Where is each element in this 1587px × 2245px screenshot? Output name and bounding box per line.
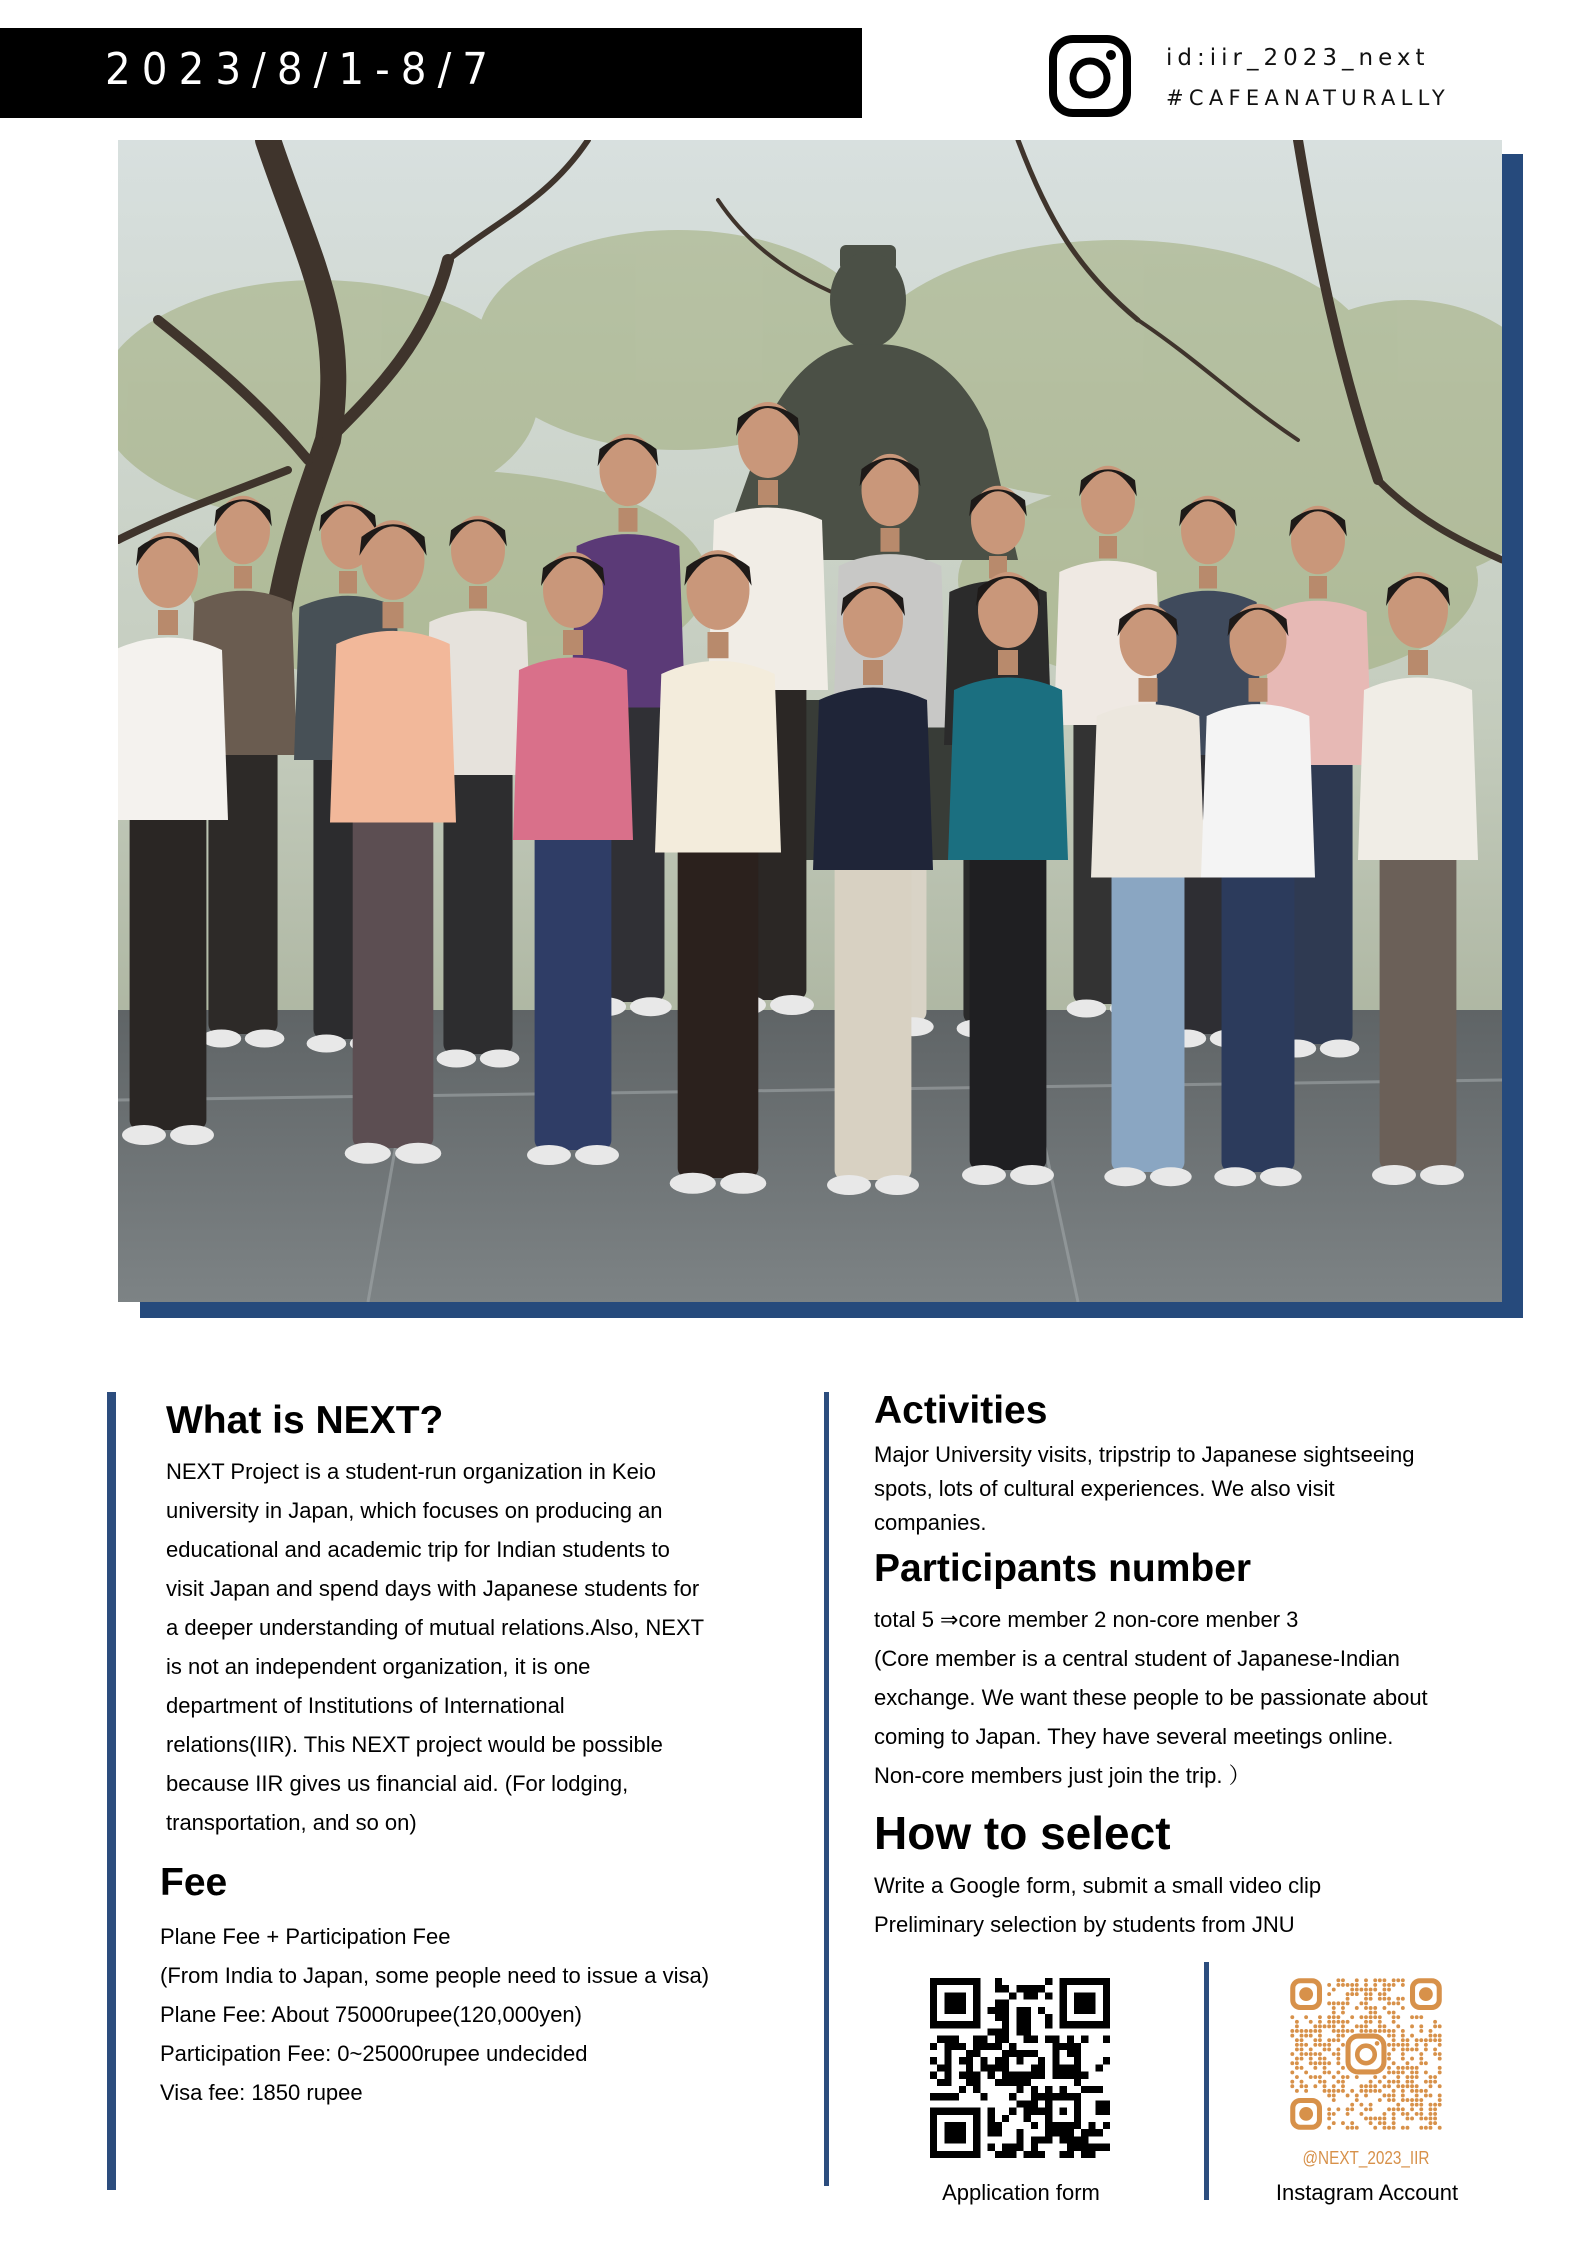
text-line: companies. <box>874 1510 987 1535</box>
participants-heading: Participants number <box>874 1547 1252 1590</box>
text-line: (From India to Japan, some people need to issue a visa) <box>160 1963 710 1988</box>
participants-text <box>874 1600 1428 1795</box>
fee-heading: Fee <box>160 1861 228 1904</box>
text-line: exchange. We want these people to be passionate about <box>874 1685 1428 1710</box>
text-line: Participation Fee: 0~25000rupee undecided <box>160 2041 588 2066</box>
how-to-select-heading: How to select <box>874 1807 1171 1859</box>
application-form-label: Application form <box>942 2180 1100 2205</box>
fee-text <box>160 1917 709 2112</box>
group-photo <box>118 140 1502 1302</box>
text-line: total 5 ⇒core member 2 non-core menber 3 <box>874 1607 1299 1632</box>
qr-divider <box>1204 1962 1209 2200</box>
instagram-qr-code[interactable] <box>1290 1978 1442 2130</box>
text-line: Visa fee: 1850 rupee <box>160 2080 363 2105</box>
section-divider-left <box>107 1392 116 2190</box>
text-line: educational and academic trip for Indian students to <box>166 1537 670 1562</box>
text-line: Non-core members just join the trip. ） <box>874 1763 1251 1788</box>
text-line: a deeper understanding of mutual relations.Also, NEXT <box>166 1615 705 1640</box>
text-line: because IIR gives us financial aid. (For lodging, <box>166 1771 629 1796</box>
date-range: 2023/8/1-8/7 <box>105 44 500 95</box>
text-line: is not an independent organization, it is one <box>166 1654 591 1679</box>
how-to-select-text <box>874 1866 1321 1944</box>
instagram-icon[interactable] <box>1048 34 1132 118</box>
section-divider-middle <box>824 1392 829 2186</box>
text-line: Major University visits, tripstrip to Japanese sightseeing <box>874 1442 1415 1467</box>
text-line: Plane Fee: About 75000rupee(120,000yen) <box>160 2002 582 2027</box>
text-line: Write a Google form, submit a small video clip <box>874 1873 1322 1898</box>
what-is-next-text <box>166 1452 704 1842</box>
application-form-qr-code[interactable] <box>930 1978 1110 2158</box>
instagram-handle: @NEXT_2023_IIR <box>1302 2148 1430 2168</box>
text-line: (Core member is a central student of Japanese-Indian <box>874 1646 1400 1671</box>
activities-heading: Activities <box>874 1389 1048 1432</box>
text-line: university in Japan, which focuses on producing an <box>166 1498 663 1523</box>
what-is-next-heading: What is NEXT? <box>166 1399 444 1442</box>
text-line: Plane Fee + Participation Fee <box>160 1924 451 1949</box>
text-line: coming to Japan. They have several meetings online. <box>874 1724 1394 1749</box>
text-line: Preliminary selection by students from JNU <box>874 1912 1295 1937</box>
text-line: transportation, and so on) <box>166 1810 417 1835</box>
text-line: department of Institutions of International <box>166 1693 565 1718</box>
instagram-account-label: Instagram Account <box>1275 2180 1459 2205</box>
text-line: relations(IIR). This NEXT project would be possible <box>166 1732 663 1757</box>
instagram-id: id:iir_2023_next <box>1166 45 1430 71</box>
activities-text <box>874 1438 1414 1540</box>
text-line: NEXT Project is a student-run organization in Keio <box>166 1459 656 1484</box>
hashtag: #CAFEANATURALLY <box>1166 86 1451 110</box>
text-line: visit Japan and spend days with Japanese students for <box>166 1576 700 1601</box>
text-line: spots, lots of cultural experiences. We also visit <box>874 1476 1335 1501</box>
